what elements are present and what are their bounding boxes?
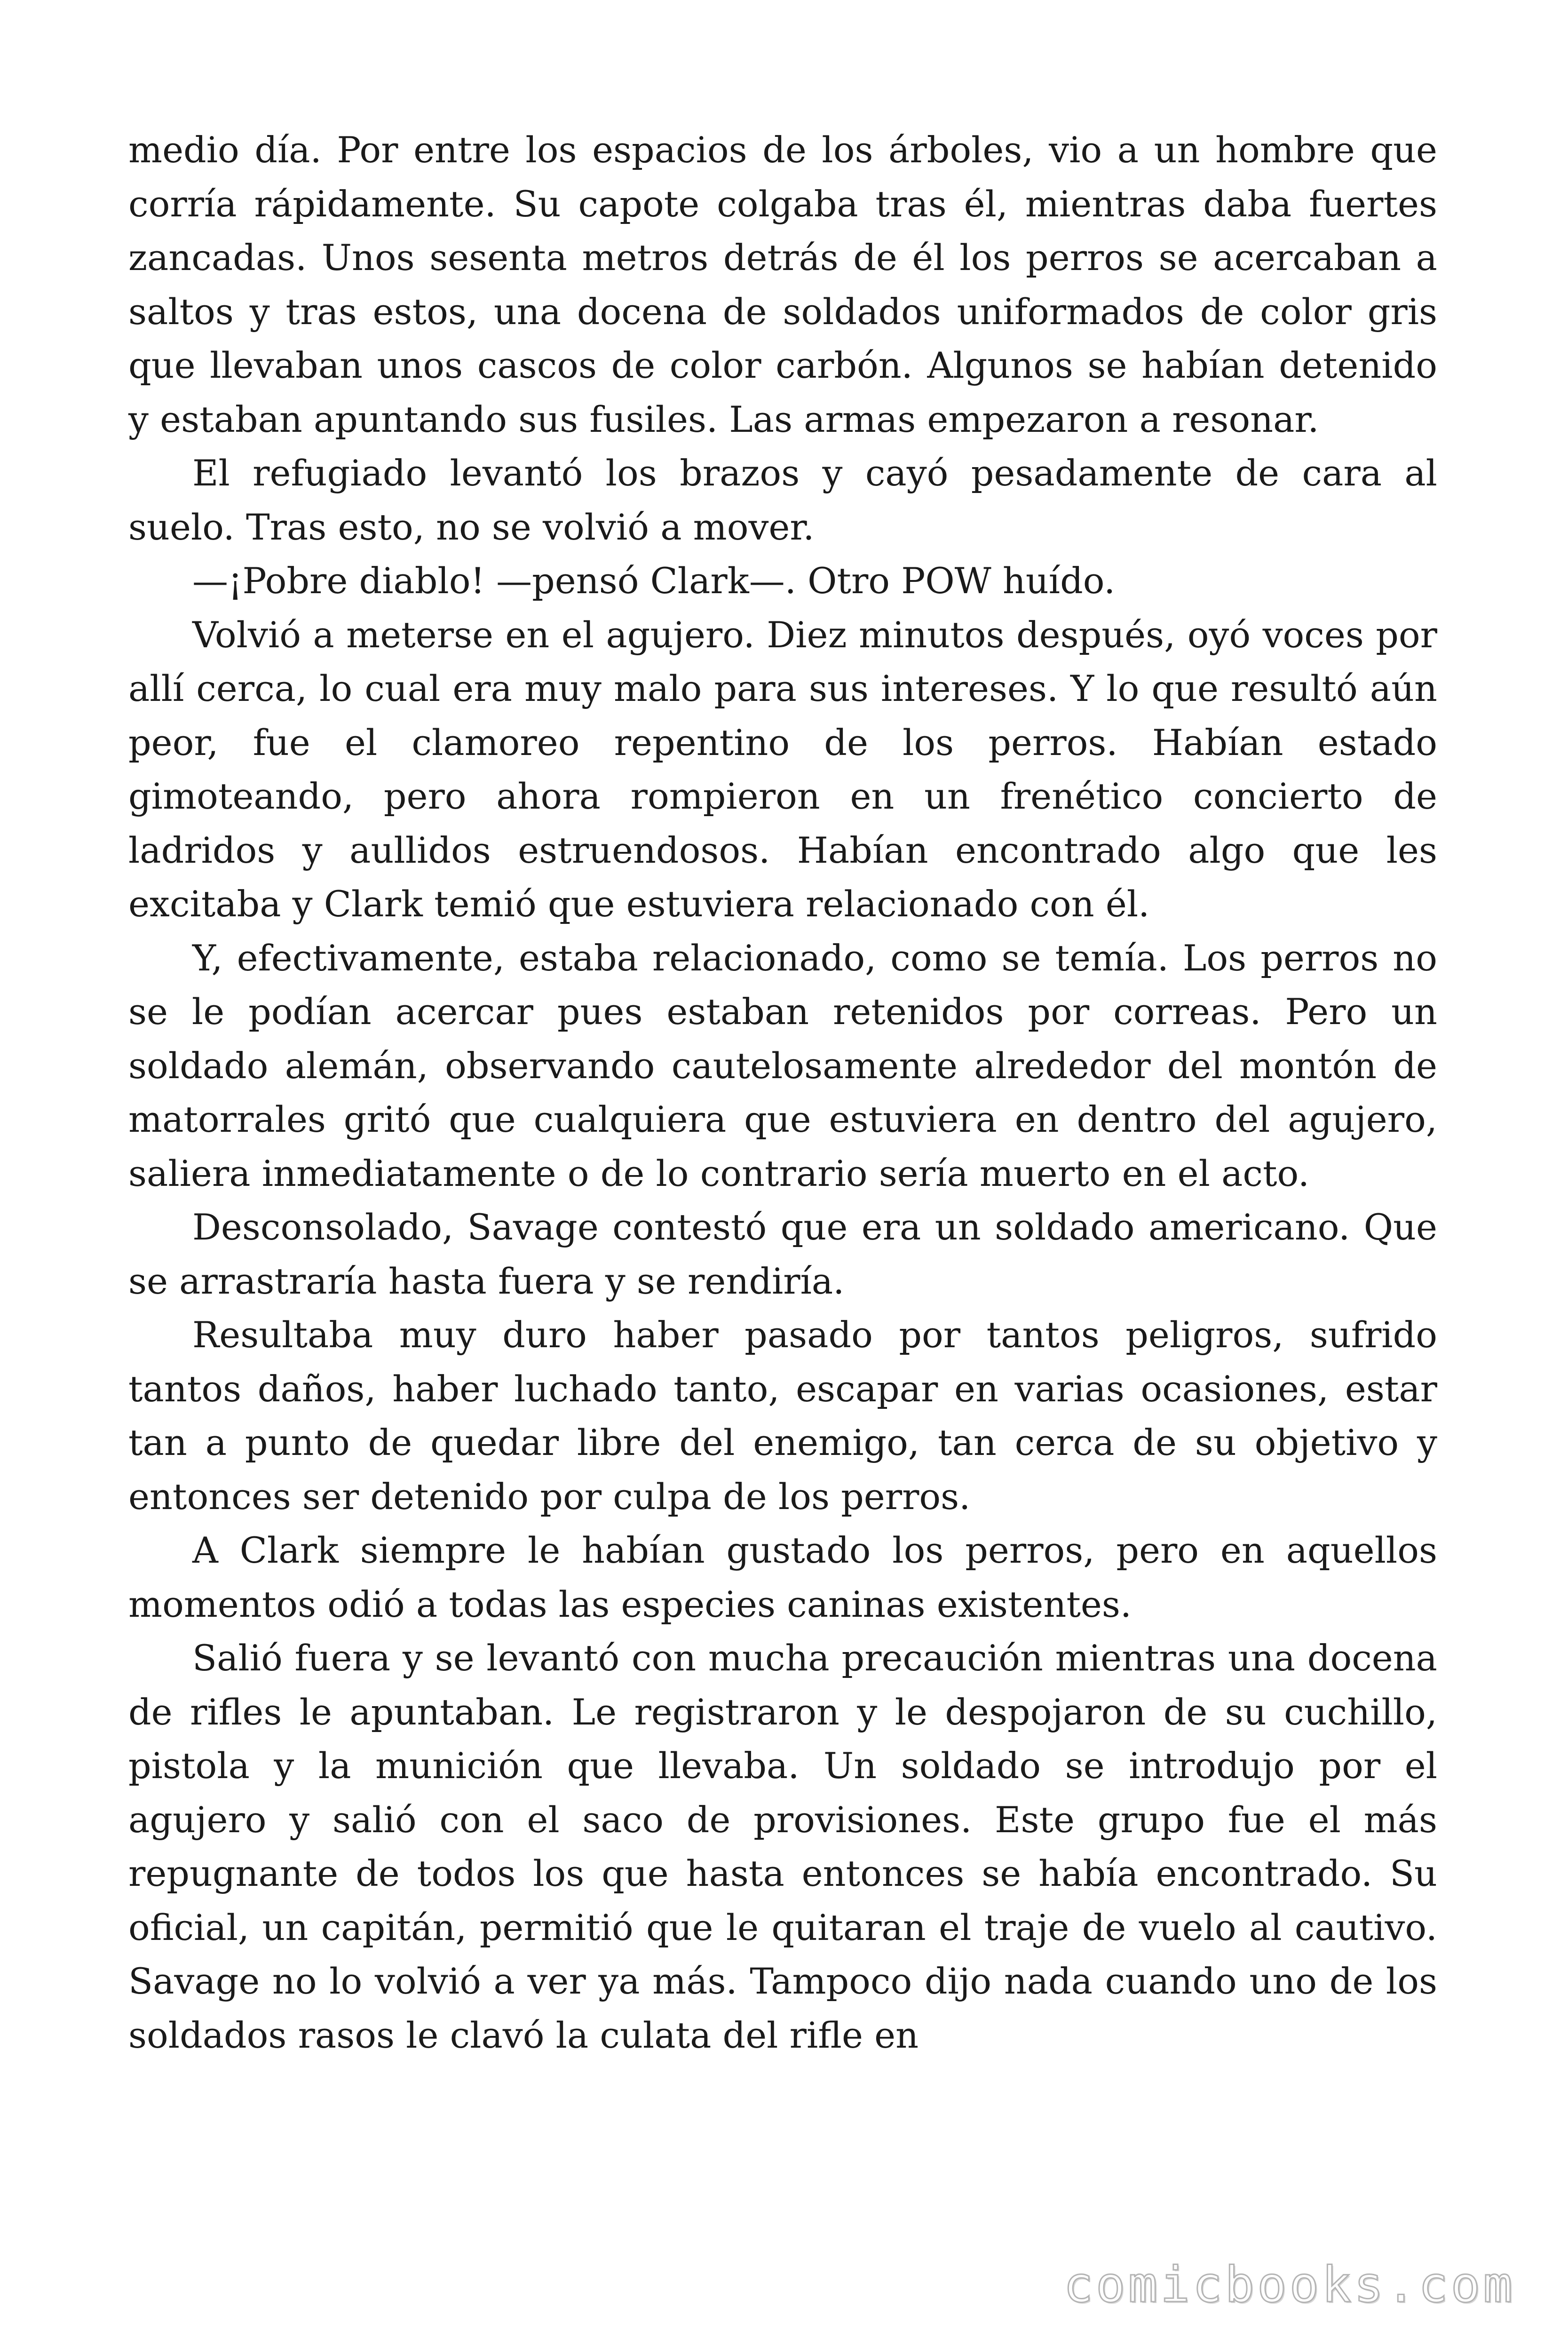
paragraph: —¡Pobre diablo! —pensó Clark—. Otro POW huído. xyxy=(192,560,1116,602)
paragraph: Desconsolado, Savage contestó que era un soldado americano. Que se arrastraría hasta fuera y se rendiría. xyxy=(128,1206,1437,1302)
paragraph: Salió fuera y se levantó con mucha precaución mientras una docena de rifles le apuntaban. Le registraron y le despojaron de su cuchillo, pistola y la munición que llevaba. Un soldado se introdujo por el agujero y salió con el saco de provisiones. Este grupo fue el más repugnante de todos los que hasta entonces se había encontrado. Su oficial, un capitán, permitió que le quitaran el traje de vuelo al cautivo. Savage no lo volvió a ver ya más. Tampoco dijo nada cuando uno de los soldados rasos le clavó la culata del rifle en xyxy=(128,1637,1437,2056)
page-body-text xyxy=(128,123,1437,2062)
paragraph: Y, efectivamente, estaba relacionado, como se temía. Los perros no se le podían acercar pues estaban retenidos por correas. Pero un soldado alemán, observando cautelosamente alrededor del montón de matorrales gritó que cualquiera que estuviera en dentro del agujero, saliera inmediatamente o de lo contrario sería muerto en el acto. xyxy=(128,937,1437,1194)
paragraph: medio día. Por entre los espacios de los árboles, vio a un hombre que corría rápidamente. Su capote colgaba tras él, mientras daba fuertes zancadas. Unos sesenta metros detrás de él los perros se acercaban a saltos y tras estos, una docena de soldados uniformados de color gris que llevaban unos cascos de color carbón. Algunos se habían detenido y estaban apuntando sus fusiles. Las armas empezaron a resonar. xyxy=(128,129,1437,440)
paragraph: Volvió a meterse en el agujero. Diez minutos después, oyó voces por allí cerca, lo cual era muy malo para sus intereses. Y lo que resultó aún peor, fue el clamoreo repentino de los perros. Habían estado gimoteando, pero ahora rompieron en un frenético concierto de ladridos y aullidos estruendosos. Habían encontrado algo que les excitaba y Clark temió que estuviera relacionado con él. xyxy=(128,613,1437,925)
paragraph: A Clark siempre le habían gustado los perros, pero en aquellos momentos odió a todas las especies caninas existentes. xyxy=(128,1529,1437,1625)
paragraph: Resultaba muy duro haber pasado por tantos peligros, sufrido tantos daños, haber luchado tanto, escapar en varias ocasiones, estar tan a punto de quedar libre del enemigo, tan cerca de su objetivo y entonces ser detenido por culpa de los perros. xyxy=(128,1314,1437,1518)
watermark-text: comicbooks.com xyxy=(1063,2256,1515,2313)
paragraph: El refugiado levantó los brazos y cayó pesadamente de cara al suelo. Tras esto, no se volvió a mover. xyxy=(128,452,1437,548)
